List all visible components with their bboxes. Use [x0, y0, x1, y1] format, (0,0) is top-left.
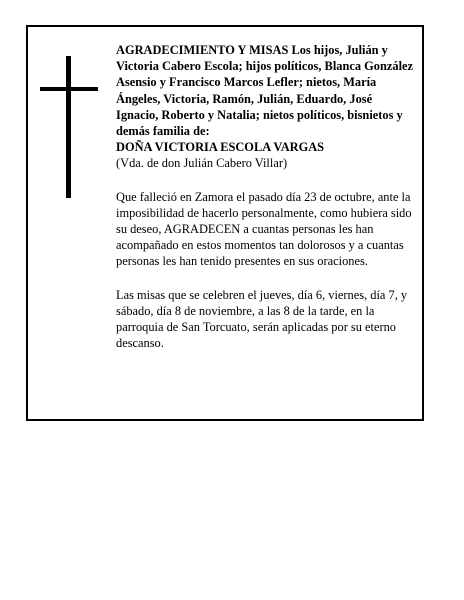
- gratitude-paragraph: Que falleció en Zamora el pasado día 23 de octubre, ante la imposibilidad de hacerlo personalmente, como hubiera sido su deseo, AGRADECEN a cuantas personas les han acompañado en estos momentos tan dolorosos y a cuantas personas les han tenido presentes en sus oraciones.: [116, 189, 412, 269]
- cross-icon: [40, 56, 98, 198]
- deceased-name: DOÑA VICTORIA ESCOLA VARGAS: [116, 140, 325, 155]
- cross-horizontal-bar: [40, 87, 98, 91]
- cross-vertical-bar: [66, 56, 71, 198]
- masses-paragraph: Las misas que se celebren el jueves, día 6, viernes, día 7, y sábado, día 8 de noviembre, a las 8 de la tarde, en la parroquia de San Torcuato, serán aplicadas por su eterno descanso.: [116, 287, 408, 351]
- obituary-notice: [26, 25, 424, 421]
- notice-text: [116, 42, 416, 351]
- notice-heading: AGRADECIMIENTO Y MISAS Los hijos, Julián y Victoria Cabero Escola; hijos políticos, Blanca González Asensio y Francisco Marcos Lefler; nietos, María Ángeles, Victoria, Ramón, Julián, Eduardo, José Ignacio, Roberto y Natalia; nietos políticos, bisnietos y demás familia de:: [116, 43, 414, 139]
- widow-line: (Vda. de don Julián Cabero Villar): [116, 156, 288, 171]
